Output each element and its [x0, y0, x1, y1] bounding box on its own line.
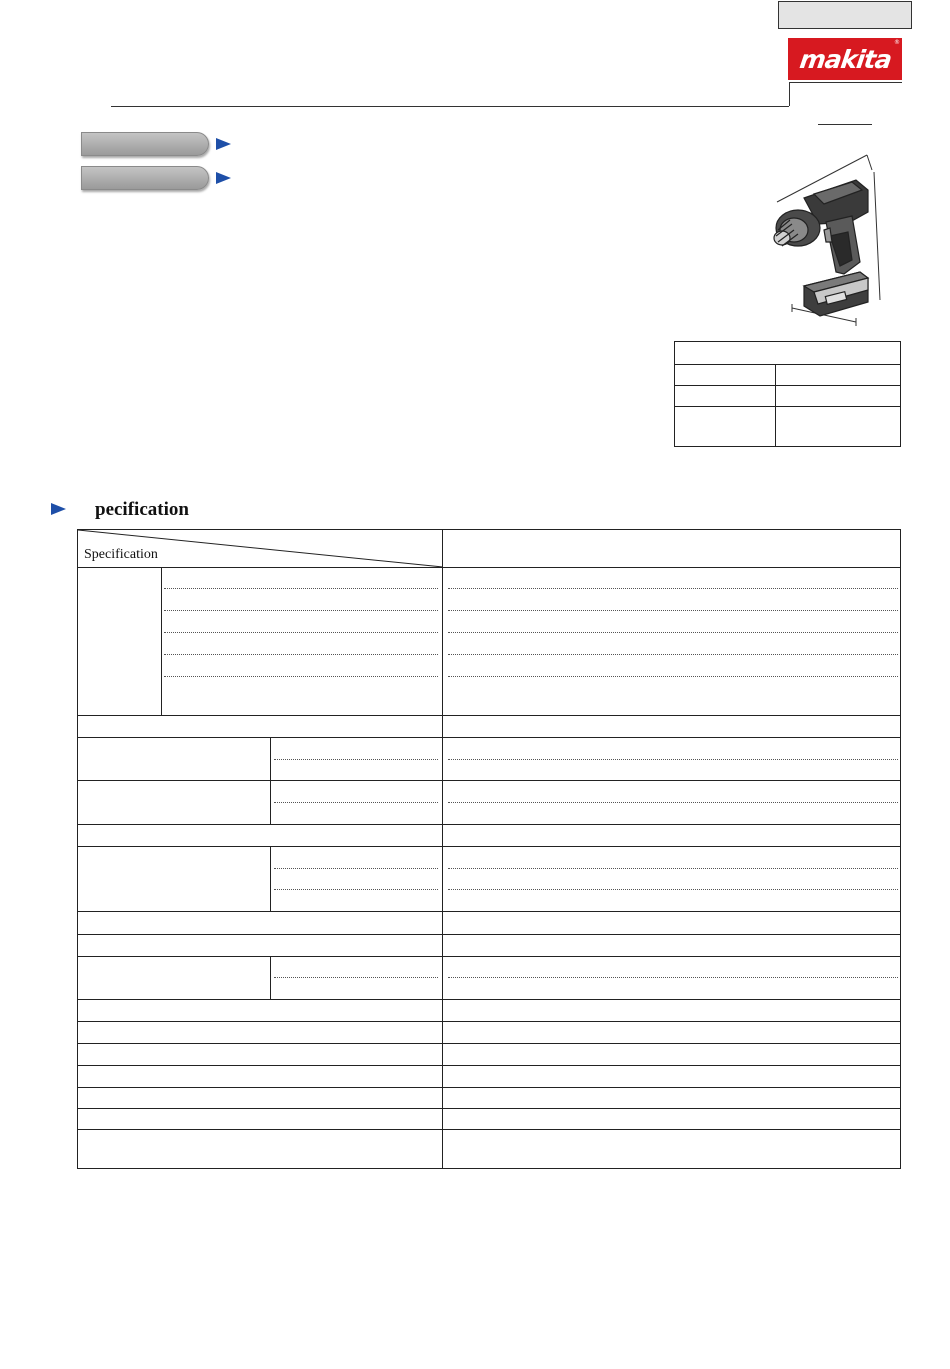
dotted-line — [448, 802, 898, 803]
drill-illustration — [764, 150, 894, 328]
section-title: pecification — [95, 499, 189, 520]
row-line — [78, 1065, 900, 1066]
model-underline — [818, 124, 872, 125]
row-line — [78, 956, 900, 957]
category-pill-1 — [81, 132, 209, 156]
registered-mark: ® — [894, 39, 900, 46]
row-line — [78, 846, 900, 847]
dimension-cell — [776, 407, 901, 447]
row-line — [78, 1043, 900, 1044]
row-line — [78, 824, 900, 825]
dotted-line — [448, 654, 898, 655]
dotted-line — [274, 889, 438, 890]
row-line — [78, 567, 900, 568]
makita-logo — [788, 38, 902, 80]
dotted-line — [274, 759, 438, 760]
dotted-line — [274, 977, 438, 978]
dotted-line — [274, 802, 438, 803]
row-line — [78, 1087, 900, 1088]
spec-corner-label: Specification — [84, 547, 158, 562]
header-rule-step — [789, 82, 790, 106]
dimension-cell — [675, 365, 776, 386]
category-pill-2 — [81, 166, 209, 190]
dotted-line — [448, 610, 898, 611]
dotted-line — [164, 610, 438, 611]
dotted-line — [448, 676, 898, 677]
dotted-line — [448, 977, 898, 978]
dimension-table — [674, 341, 901, 447]
specification-table — [77, 529, 901, 1169]
dotted-line — [448, 588, 898, 589]
header-rule-right — [789, 82, 902, 83]
dimension-cell — [675, 407, 776, 447]
column-divider — [442, 530, 443, 1169]
subcolumn-divider — [270, 737, 271, 824]
dotted-line — [448, 759, 898, 760]
triangle-arrow-icon — [216, 138, 231, 150]
dotted-line — [448, 889, 898, 890]
dimension-table-header — [675, 342, 901, 365]
dotted-line — [164, 654, 438, 655]
subcolumn-divider — [270, 846, 271, 911]
dotted-line — [164, 676, 438, 677]
row-line — [78, 999, 900, 1000]
row-line — [78, 737, 900, 738]
dotted-line — [448, 632, 898, 633]
brand-logo-text: makita — [797, 44, 893, 74]
row-line — [78, 715, 900, 716]
row-line — [78, 780, 900, 781]
row-line — [78, 1021, 900, 1022]
model-code-box — [778, 1, 912, 29]
dotted-line — [164, 632, 438, 633]
dimension-cell — [776, 386, 901, 407]
dotted-line — [274, 868, 438, 869]
dotted-line — [164, 588, 438, 589]
subcolumn-divider — [270, 956, 271, 999]
header-rule — [111, 106, 789, 107]
row-line — [78, 911, 900, 912]
row-line — [78, 1129, 900, 1130]
triangle-arrow-icon — [51, 503, 66, 515]
dotted-line — [448, 868, 898, 869]
triangle-arrow-icon — [216, 172, 231, 184]
subcolumn-divider — [161, 567, 162, 715]
row-line — [78, 934, 900, 935]
dimension-cell — [675, 386, 776, 407]
dimension-cell — [776, 365, 901, 386]
row-line — [78, 1108, 900, 1109]
